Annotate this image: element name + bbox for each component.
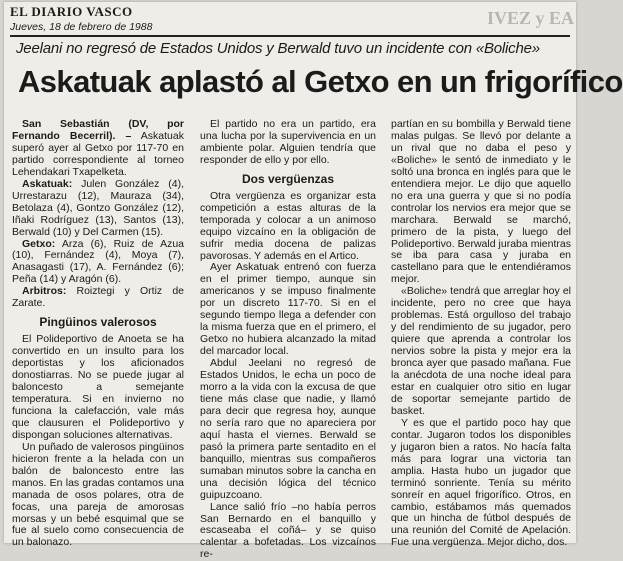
body-paragraph: Un puñado de valerosos pingüinos hicieron frente a la helada con un balón de baloncesto entre las manos. En las gradas contamos una manada de osos polares, otra de focas, una pareja de amorosas morsas y un bebé esquimal que se fue al suelo como consecuencia de un balonazo.: [12, 440, 184, 549]
bleed-through-text: IVEZ y EA: [486, 8, 574, 28]
referees-text: Roiztegi y Ortiz de Zarate.: [12, 285, 184, 310]
kicker: Jeelani no regresó de Estados Unidos y Berwald tuvo un incidente con «Boliche»: [16, 40, 540, 57]
lineup-label: Getxo:: [22, 237, 56, 250]
body-paragraph: Otra vergüenza es organizar esta competición a estas alturas de la temporada y colocar a un animoso equipo vizcaíno en la obligación de sufrir media docena de palizas pavorosas. Y además en el Artico.: [200, 189, 376, 262]
column-3: [391, 119, 571, 549]
body-paragraph: El Polideportivo de Anoeta se ha convertido en un insulto para los deportistas y los aficionados donostiarras. No se puede jugar al baloncesto a semejante temperatura. Si en invierno no funciona la calefacción, vale más que clausuren el Polideportivo y dispongan soluciones alternativas.: [12, 333, 184, 441]
lineup-label: Askatuak:: [22, 177, 73, 190]
newspaper-clipping: [4, 2, 623, 561]
lineup-text: Julen González (4), Urrestarazu (12), Mauraza (34), Betolaza (4), Gontzo González (12), Iñaki Rodríguez (13), Santos (13), Berwald (10) y Del Carmen (15).: [12, 177, 185, 238]
body-paragraph: Lance salió frío –no había perros San Bernardo en el banquillo y escaseaba el coñá– y se quiso calentar a bofetadas. Los vizcaínos re-: [200, 500, 376, 561]
body-paragraph: «Boliche» tendrá que arreglar hoy el incidente, pero no cree que haya problemas. Está orgulloso del trabajo y del rendimiento de su jugador, pero quiere que aprenda a controlar los nervios sobre la pista y mejor era la bronca ayer que pasado mañana. Fue la anécdota de una noche ideal para estar en cualquier otro sitio en lugar de soportar semejante partido de basket.: [391, 285, 571, 417]
body-paragraph: Ayer Askatuak entrenó con fuerza en el primer tiempo, aunque sin americanos y se impuso finalmente por un discreto 117-70. Si en el segundo tiempo llega a defender con la misma fuerza que en el primero, el Getxo no hubiera alcanzado la mitad del marcador local.: [200, 261, 376, 358]
byline-paragraph: [12, 119, 184, 179]
body-paragraph: partían en su bombilla y Berwald tiene malas pulgas. Se llevó por delante a un rival que no daba el peso y «Boliche» le sentó de inmediato y le soltó una bronca en inglés para que le entendiera mejor. Le dijo que aquello no era una guerra y que si no podía controlar los nervios era mejor que se marchara. Berwald se marchó, primero de la pista, y luego del Polideportivo. Berwald juraba mientras se iba para casa y juraba en castellano para que le entendiéramos mejor.: [391, 118, 571, 286]
body-paragraph: El partido no era un partido, era una lucha por la supervivencia en un ambiente polar. Alguien tendría que responder de ello y por ello.: [200, 118, 376, 166]
body-paragraph: Y es que el partido poco hay que contar. Jugaron todos los disponibles y jugaron bien a ratos. No hacía falta más para lograr una victoria tan amplia. Hasta hubo un jugador que terminó sonriente. Tenía su mérito sonreír en aquel frigorífico. Otros, en cambio, estábamos más quemados que un hincha de fútbol después de una reunión del Comité de Apelación. Fue una vergüenza. Mejor dicho, dos.: [391, 416, 571, 549]
dateline: Jueves, 18 de febrero de 1988: [10, 21, 153, 33]
subhead-verguenzas: Dos vergüenzas: [241, 171, 335, 186]
body-paragraph: Abdul Jeelani no regresó de Estados Unidos, le echa un poco de morro a la vida con la excusa de que tiene más clase que nadie, y llamó para decir que regresa hoy, aunque no sería raro que no apareciera por aquí hasta el viernes. Berwald se pasó la primera parte sentadito en el banquillo, mientras sus compañeros sumaban minutos sobre la cancha en una decisión lógica del técnico guipuzcoano.: [200, 357, 376, 501]
byline: San Sebastián (DV, por Fernando Becerril). –: [12, 118, 184, 142]
referees-label: Arbitros:: [22, 285, 67, 298]
lineup-text: Arza (6), Ruiz de Azua (10), Fernández (4), Moya (7), Anasagasti (17), A. Fernández (6); Peña (14) y Aragón (6).: [12, 237, 184, 286]
column-1: [12, 119, 184, 549]
referees: [12, 286, 184, 310]
lead-text: Askatuak superó ayer al Getxo por 117-70 en partido correspondiente al torneo Lehendakari Txapelketa.: [12, 129, 184, 178]
column-2: [200, 119, 376, 561]
subhead-pinguinos: Pingüinos valerosos: [39, 315, 157, 330]
masthead: EL DIARIO VASCO: [10, 4, 133, 19]
header-rule: [10, 35, 570, 37]
headline: Askatuak aplastó al Getxo en un frigorífico: [18, 64, 623, 99]
lineup-askatuak: [12, 179, 184, 239]
lineup-getxo: [12, 239, 184, 287]
